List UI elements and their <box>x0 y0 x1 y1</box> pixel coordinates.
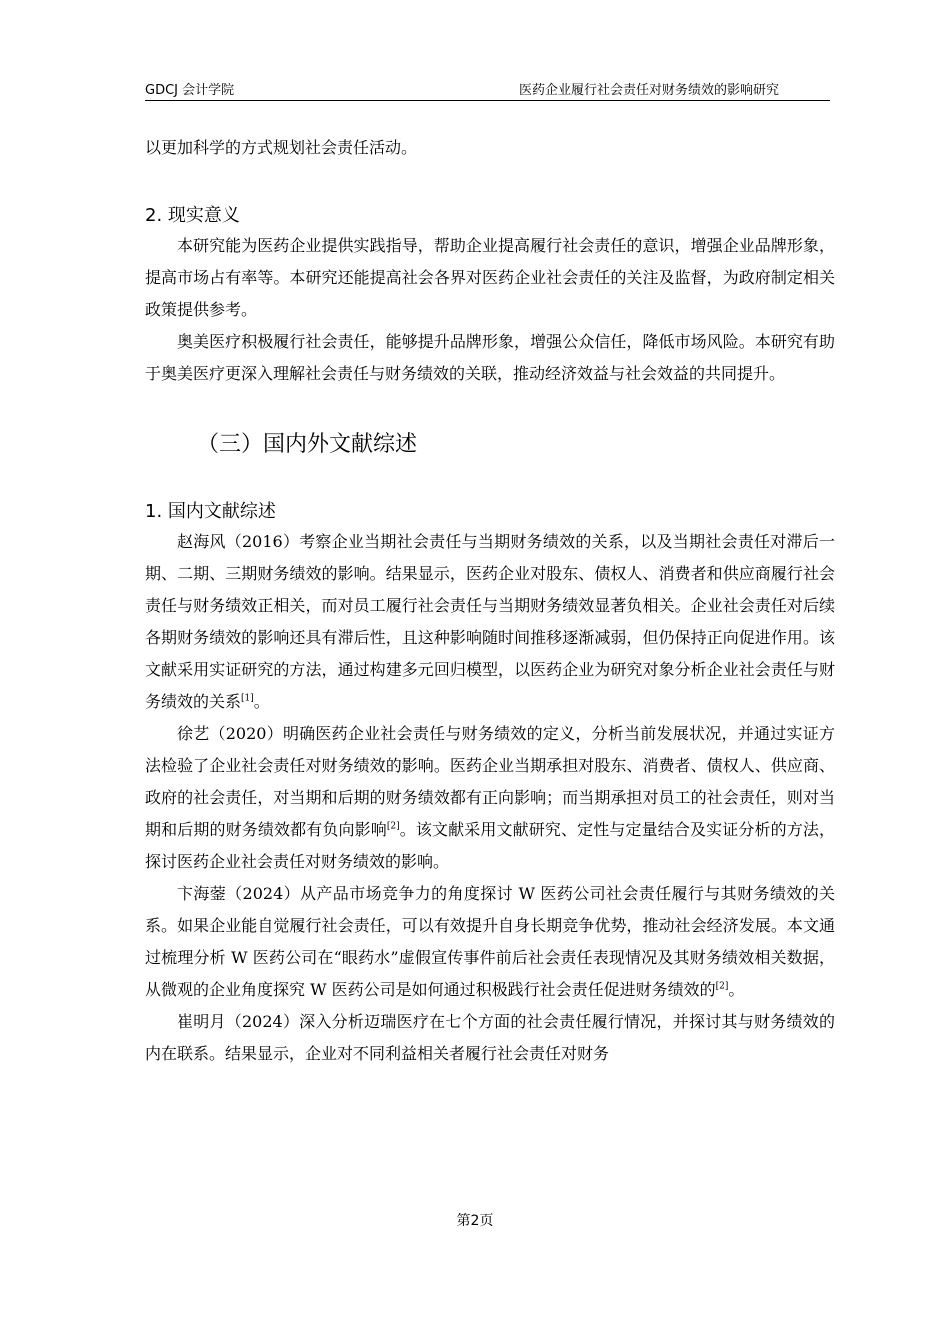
xu-paragraph <box>145 718 835 878</box>
page-number: 第2页 <box>456 1213 494 1229</box>
citation-3: [2] <box>715 981 729 992</box>
zhao-text: 赵海风（2016）考察企业当期社会责任与当期财务绩效的关系，以及当期社会责任对滞后一期、二期、三期财务绩效的影响。结果显示，医药企业对股东、债权人、消费者和供应商履行社会责任与财务绩效正相关，而对员工履行社会责任与当期财务绩效显著负相关。企业社会责任对后续各期财务绩效的影响还具有滞后性，且这种影响随时间推移逐渐减弱，但仍保持正向促进作用。该文献采用实证研究的方法，通过构建多元回归模型，以医药企业为研究对象分析企业社会责任与财务绩效的关系 <box>145 532 835 711</box>
zhao-paragraph <box>145 526 835 718</box>
domestic-review-heading: 1. 国内文献综述 <box>145 501 276 522</box>
practical-paragraph-2: 奥美医疗积极履行社会责任，能够提升品牌形象，增强公众信任，降低市场风险。本研究有助于奥美医疗更深入理解社会责任与财务绩效的关联，推动经济效益与社会效益的共同提升。 <box>145 332 835 383</box>
literature-review-heading: （三）国内外文献综述 <box>197 432 418 457</box>
bian-paragraph <box>145 878 835 1006</box>
practical-significance-heading: 2. 现实意义 <box>145 205 240 226</box>
xu-end: 。该文献采用文献研究、定性与定量结合及实证分析的方法，探讨医药企业社会责任对财务绩效的影响。 <box>145 820 835 871</box>
header-divider <box>145 100 830 101</box>
cui-paragraph: 崔明月（2024）深入分析迈瑞医疗在七个方面的社会责任履行情况，并探讨其与财务绩效的内在联系。结果显示，企业对不同利益相关者履行社会责任对财务 <box>145 1012 835 1063</box>
zhao-end: 。 <box>253 692 270 711</box>
bian-end: 。 <box>728 980 745 999</box>
xu-text: 徐艺（2020）明确医药企业社会责任与财务绩效的定义，分析当前发展状况，并通过实证方法检验了企业社会责任对财务绩效的影响。医药企业当期承担对股东、消费者、债权人、供应商、政府的社会责任，对当期和后期的财务绩效都有正向影响；而当期承担对员工的社会责任，则对当期和后期的财务绩效都有负向影响 <box>145 724 835 839</box>
header-school: GDCJ 会计学院 <box>145 83 235 98</box>
bian-text: 卞海蓥（2024）从产品市场竞争力的角度探讨 W 医药公司社会责任履行与其财务绩效的关系。如果企业能自觉履行社会责任，可以有效提升自身长期竞争优势，推动社会经济发展。本文通过梳理分析 W 医药公司在“眼药水”虚假宣传事件前后社会责任表现情况及其财务绩效相关数据，从微观的企业角度探究 W 医药公司是如何通过积极践行社会责任促进财务绩效的 <box>145 884 835 999</box>
citation-1: [1] <box>241 693 254 704</box>
page-header <box>145 77 805 99</box>
practical-paragraph-1: 本研究能为医药企业提供实践指导，帮助企业提高履行社会责任的意识，增强企业品牌形象，提高市场占有率等。本研究还能提高社会各界对医药企业社会责任的关注及监督，为政府制定相关政策提供参考。 <box>145 236 835 319</box>
intro-paragraph: 以更加科学的方式规划社会责任活动。 <box>145 138 418 157</box>
page-body <box>145 132 835 1070</box>
citation-2: [2] <box>386 821 400 832</box>
header-title: 医药企业履行社会责任对财务绩效的影响研究 <box>518 83 779 98</box>
